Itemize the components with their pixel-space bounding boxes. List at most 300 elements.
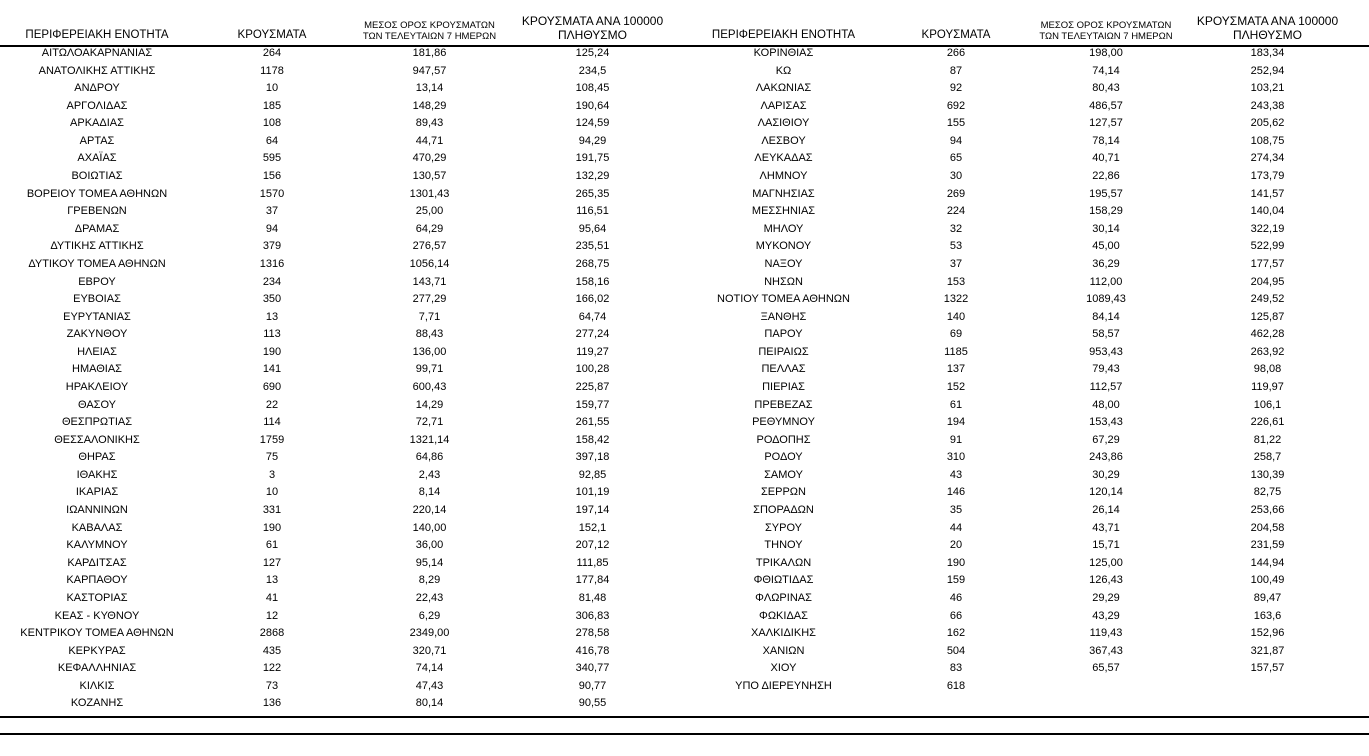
per100k-cell: 111,85: [576, 556, 609, 569]
table-row: [2, 326, 678, 344]
per100k-column-header: [507, 0, 678, 45]
cases-cell: 94: [949, 134, 963, 147]
per100k-cell: 252,94: [1250, 64, 1285, 77]
region-name-cell: ΚΕΡΚΥΡΑΣ: [68, 644, 126, 657]
avg7-cell: 25,00: [415, 205, 444, 218]
cases-cell: 122: [262, 662, 282, 675]
per100k-cell: 159,77: [575, 398, 610, 411]
region-name-cell: ΘΗΡΑΣ: [78, 451, 116, 464]
avg7-cell: 276,57: [412, 240, 447, 253]
region-name-cell: ΑΝΑΤΟΛΙΚΗΣ ΑΤΤΙΚΗΣ: [38, 64, 156, 77]
per100k-cell: 108,45: [575, 82, 610, 95]
cases-column-header: [881, 0, 1031, 45]
table-row: [2, 133, 678, 151]
avg7-cell: 367,43: [1089, 644, 1123, 657]
region-name-cell: ΦΩΚΙΔΑΣ: [759, 609, 808, 622]
table-row: [2, 537, 678, 555]
avg7-cell: 119,43: [1089, 627, 1123, 640]
cases-cell: 13: [265, 574, 279, 587]
per100k-cell: 116,51: [576, 205, 609, 218]
avg7-cell: 48,00: [1092, 398, 1120, 411]
table-row: [2, 203, 678, 221]
avg7-cell: 44,71: [415, 134, 444, 147]
cases-cell: 224: [946, 205, 966, 218]
table-row: [2, 344, 678, 362]
table-row: [2, 238, 678, 256]
table-row: [686, 98, 1354, 116]
per100k-cell: 144,94: [1250, 556, 1285, 569]
bottom-divider-2: [0, 733, 1369, 735]
per100k-cell: 274,34: [1250, 152, 1285, 165]
region-name-cell: ΜΑΓΝΗΣΙΑΣ: [752, 187, 815, 200]
region-name-cell: ΘΑΣΟΥ: [77, 398, 117, 411]
avg7-cell: 30,14: [1092, 222, 1120, 235]
region-name-cell: ΚΕΑΣ - ΚΥΘΝΟΥ: [54, 609, 140, 622]
region-name-cell: ΑΡΓΟΛΙΔΑΣ: [66, 99, 128, 112]
region-name-cell: ΒΟΡΕΙΟΥ ΤΟΜΕΑ ΑΘΗΝΩΝ: [26, 187, 168, 200]
table-row: [2, 520, 678, 538]
region-name-cell: ΠΙΕΡΙΑΣ: [762, 380, 805, 393]
region-name-cell: ΣΠΟΡΑΔΩΝ: [753, 504, 814, 517]
left-table-header: [2, 0, 678, 45]
region-name-cell: ΜΕΣΣΗΝΙΑΣ: [751, 205, 816, 218]
avg7-cell: 953,43: [1089, 345, 1123, 358]
region-name-cell: ΡΟΔΟΥ: [764, 451, 803, 464]
avg7-cell: 22,86: [1092, 170, 1120, 183]
per100k-cell: 340,77: [575, 662, 610, 675]
avg7-cell: 72,71: [415, 416, 444, 429]
cases-cell: 310: [946, 451, 966, 464]
cases-cell: 65: [949, 152, 963, 165]
region-name-cell: ΚΟΡΙΝΘΙΑΣ: [753, 47, 814, 59]
per100k-cell: 268,75: [575, 257, 610, 270]
cases-column-header: [192, 0, 352, 45]
cases-header-label: ΚΡΟΥΣΜΑΤΑ: [237, 29, 307, 41]
table-row: [686, 502, 1354, 520]
per100k-cell: 322,19: [1250, 222, 1285, 235]
region-name-cell: ΦΘΙΩΤΙΔΑΣ: [753, 574, 814, 587]
cases-cell: 61: [949, 398, 963, 411]
table-row: [2, 291, 678, 309]
cases-cell: 69: [949, 328, 963, 341]
cases-cell: 156: [262, 170, 282, 183]
region-name-cell: ΗΛΕΙΑΣ: [77, 345, 117, 358]
per100k-cell: 163,6: [1253, 609, 1282, 622]
avg7-cell: 195,57: [1089, 187, 1123, 200]
per100k-cell: 261,55: [575, 416, 610, 429]
per100k-cell: 416,78: [575, 644, 610, 657]
region-name-cell: ΠΑΡΟΥ: [764, 328, 803, 341]
table-row: [2, 467, 678, 485]
avg7-cell: 43,29: [1092, 609, 1120, 622]
cases-cell: 137: [946, 363, 966, 376]
cases-cell: 13: [265, 310, 279, 323]
avg7-header-line1: ΜΕΣΟΣ ΟΡΟΣ ΚΡΟΥΣΜΑΤΩΝ: [364, 20, 495, 31]
table-row: [686, 203, 1354, 221]
cases-cell: 190: [262, 521, 282, 534]
per100k-cell: 141,57: [1250, 187, 1285, 200]
region-name-cell: ΤΗΝΟΥ: [764, 539, 803, 552]
avg7-cell: 26,14: [1092, 504, 1120, 517]
per100k-cell: 321,87: [1250, 644, 1285, 657]
avg7-cell: 36,00: [415, 539, 444, 552]
avg7-cell: 7,71: [418, 310, 441, 323]
per100k-cell: 231,59: [1250, 539, 1285, 552]
cases-cell: 10: [265, 82, 279, 95]
per100k-cell: 278,58: [575, 627, 610, 640]
cases-cell: 595: [262, 152, 282, 165]
cases-cell: 1759: [259, 433, 285, 446]
region-name-cell: ΝΗΣΩΝ: [764, 275, 803, 288]
table-row: [686, 256, 1354, 274]
per100k-cell: 125,87: [1250, 310, 1285, 323]
cases-cell: 266: [946, 47, 966, 59]
cases-cell: 83: [949, 662, 963, 675]
table-row: [686, 238, 1354, 256]
table-row: [686, 150, 1354, 168]
region-name-cell: ΑΧΑΪΑΣ: [77, 152, 117, 165]
table-row: [2, 432, 678, 450]
cases-cell: 692: [946, 99, 966, 112]
avg7-cell: 29,29: [1092, 591, 1120, 604]
per100k-cell: 124,59: [575, 117, 610, 130]
table-row: [686, 484, 1354, 502]
avg7-cell: 74,14: [415, 662, 444, 675]
region-name-cell: ΣΑΜΟΥ: [764, 468, 803, 481]
avg7-cell: 127,57: [1089, 117, 1123, 130]
region-name-cell: ΚΙΛΚΙΣ: [79, 679, 115, 692]
per100k-cell: 183,34: [1250, 47, 1285, 59]
cases-cell: 190: [946, 556, 966, 569]
per100k-cell: 158,42: [575, 433, 610, 446]
table-row: [2, 361, 678, 379]
avg7-cell: 8,14: [418, 486, 441, 499]
per100k-cell: 119,27: [576, 345, 609, 358]
region-name-cell: ΣΥΡΟΥ: [764, 521, 802, 534]
avg7-cell: 64,86: [415, 451, 444, 464]
cases-cell: 37: [949, 257, 963, 270]
region-name-cell: ΤΡΙΚΑΛΩΝ: [755, 556, 812, 569]
avg7-cell: 80,14: [415, 697, 444, 710]
table-row: [686, 643, 1354, 661]
cases-cell: 37: [265, 205, 279, 218]
region-name-cell: ΝΑΞΟΥ: [764, 257, 803, 270]
per100k-cell: 100,49: [1250, 574, 1285, 587]
cases-cell: 162: [946, 627, 966, 640]
avg7-header-line2: ΤΩΝ ΤΕΛΕΥΤΑΙΩΝ 7 ΗΜΕΡΩΝ: [1039, 31, 1173, 42]
avg7-cell: 84,14: [1092, 310, 1120, 323]
region-column-header: [686, 0, 881, 45]
per100k-cell: 177,57: [1250, 257, 1285, 270]
cases-cell: 194: [946, 416, 966, 429]
region-name-cell: ΚΕΝΤΡΙΚΟΥ ΤΟΜΕΑ ΑΘΗΝΩΝ: [20, 627, 174, 640]
per100k-cell: 265,35: [575, 187, 610, 200]
per100k-cell: 101,19: [575, 486, 610, 499]
cases-cell: 43: [949, 468, 963, 481]
cases-cell: 41: [265, 591, 279, 604]
table-row: [686, 80, 1354, 98]
region-name-cell: ΜΗΛΟΥ: [763, 222, 804, 235]
region-name-cell: ΜΥΚΟΝΟΥ: [755, 240, 812, 253]
table-row: [2, 63, 678, 81]
per100k-cell: [1181, 678, 1354, 696]
per100k-cell: 81,48: [578, 591, 607, 604]
per100k-cell: 277,24: [575, 328, 610, 341]
region-name-cell: ΚΑΡΔΙΤΣΑΣ: [67, 556, 127, 569]
per100k-cell: 152,1: [578, 521, 607, 534]
cases-cell: 2868: [259, 627, 285, 640]
per100k-cell: 204,58: [1250, 521, 1285, 534]
bottom-divider-1: [0, 716, 1369, 718]
table-row: [686, 397, 1354, 415]
cases-cell: 618: [946, 679, 966, 692]
table-row: [2, 660, 678, 678]
region-header-label: ΠΕΡΙΦΕΡΕΙΑΚΗ ΕΝΟΤΗΤΑ: [25, 29, 169, 41]
avg7-cell: 95,14: [415, 556, 444, 569]
per100k-cell: 119,97: [1251, 380, 1284, 393]
table-row: [2, 414, 678, 432]
avg7-cell: 88,43: [415, 328, 444, 341]
per100k-cell: 64,74: [578, 310, 607, 323]
avg7-cell: 58,57: [1092, 328, 1120, 341]
per100k-cell: 177,84: [575, 574, 610, 587]
table-row: [2, 678, 678, 696]
avg7-cell: 320,71: [412, 644, 447, 657]
right-table-body: [686, 45, 1354, 695]
cases-cell: 3: [268, 468, 276, 481]
avg7-cell: 2349,00: [409, 627, 450, 640]
cases-cell: 152: [946, 380, 966, 393]
table-row: [2, 221, 678, 239]
table-row: [686, 555, 1354, 573]
cases-cell: 146: [946, 486, 966, 499]
cases-cell: 20: [949, 539, 963, 552]
per100k-cell: 204,95: [1250, 275, 1285, 288]
avg7-cell: 67,29: [1092, 433, 1120, 446]
cases-cell: 136: [262, 697, 282, 710]
cases-cell: 155: [946, 117, 966, 130]
cases-cell: 92: [949, 82, 963, 95]
header-row: [686, 0, 1354, 45]
table-row: [686, 520, 1354, 538]
per100k-cell: 90,55: [578, 697, 607, 710]
per100k-cell: 226,61: [1250, 416, 1285, 429]
cases-cell: 91: [949, 433, 963, 446]
region-name-cell: ΑΡΤΑΣ: [79, 134, 115, 147]
region-name-cell: ΕΥΒΟΙΑΣ: [73, 293, 121, 306]
avg7-cell: 64,29: [415, 222, 444, 235]
avg7-cell: 143,71: [412, 275, 447, 288]
region-name-cell: ΧΙΟΥ: [770, 662, 797, 675]
cases-cell: 1316: [259, 257, 285, 270]
avg7-cell: 181,86: [412, 47, 447, 59]
cases-cell: 32: [949, 222, 963, 235]
per100k-cell: 130,39: [1250, 468, 1285, 481]
avg7-cell: 13,14: [415, 82, 444, 95]
avg7-cell: 130,57: [412, 170, 447, 183]
region-name-cell: ΘΕΣΠΡΩΤΙΑΣ: [61, 416, 133, 429]
per100k-header-line2: ΠΛΗΘΥΣΜΟ: [1232, 27, 1303, 42]
table-row: [2, 115, 678, 133]
table-row: [686, 449, 1354, 467]
table-row: [686, 379, 1354, 397]
per100k-cell: 100,28: [575, 363, 610, 376]
table-row: [2, 695, 678, 713]
avg7-cell: 220,14: [412, 504, 447, 517]
table-row: [2, 484, 678, 502]
header-row: [2, 0, 678, 45]
table-row: [2, 572, 678, 590]
region-name-cell: ΚΑΡΠΑΘΟΥ: [66, 574, 128, 587]
per100k-cell: 249,52: [1250, 293, 1285, 306]
per100k-cell: 89,47: [1253, 591, 1282, 604]
table-row: [686, 660, 1354, 678]
per100k-cell: 106,1: [1253, 398, 1282, 411]
table-row: [686, 625, 1354, 643]
avg7-cell: 112,57: [1089, 380, 1123, 393]
cases-cell: 1322: [943, 293, 969, 306]
per100k-cell: 152,96: [1250, 627, 1285, 640]
avg7-cell: 74,14: [1092, 64, 1120, 77]
per100k-cell: 98,08: [1253, 363, 1282, 376]
region-header-label: ΠΕΡΙΦΕΡΕΙΑΚΗ ΕΝΟΤΗΤΑ: [711, 29, 856, 41]
cases-header-label: ΚΡΟΥΣΜΑΤΑ: [921, 29, 991, 41]
cases-cell: 73: [265, 679, 279, 692]
right-table-header: [686, 0, 1354, 45]
avg7-cell: 1321,14: [409, 433, 450, 446]
avg7-cell: 99,71: [415, 363, 444, 376]
cases-cell: 141: [262, 363, 282, 376]
table-row: [686, 608, 1354, 626]
cases-cell: 10: [265, 486, 279, 499]
table-row: [2, 45, 678, 63]
cases-cell: 44: [949, 521, 963, 534]
cases-cell: 185: [262, 99, 282, 112]
per100k-cell: 140,04: [1250, 205, 1285, 218]
cases-cell: 35: [949, 504, 963, 517]
avg7-cell: 89,43: [415, 117, 444, 130]
avg7-cell: 2,43: [418, 468, 441, 481]
region-name-cell: ΑΡΚΑΔΙΑΣ: [70, 117, 124, 130]
per100k-cell: 82,75: [1253, 486, 1282, 499]
table-row: [2, 80, 678, 98]
table-row: [2, 186, 678, 204]
avg7-cell: 470,29: [412, 152, 447, 165]
per100k-cell: 90,77: [578, 679, 607, 692]
table-row: [686, 326, 1354, 344]
table-row: [2, 643, 678, 661]
avg7-cell: 158,29: [1089, 205, 1123, 218]
cases-cell: 61: [265, 539, 279, 552]
avg7-cell: 22,43: [415, 591, 444, 604]
per100k-cell: 235,51: [575, 240, 610, 253]
avg7-cell: 45,00: [1092, 240, 1120, 253]
cases-cell: 379: [262, 240, 282, 253]
cases-cell: 1178: [260, 64, 284, 77]
table-row: [686, 344, 1354, 362]
region-name-cell: ΛΑΡΙΣΑΣ: [760, 99, 807, 112]
cases-cell: 159: [946, 574, 966, 587]
table-row: [2, 98, 678, 116]
per100k-cell: 397,18: [575, 451, 610, 464]
region-name-cell: ΔΥΤΙΚΗΣ ΑΤΤΙΚΗΣ: [50, 240, 144, 253]
cases-cell: 53: [949, 240, 963, 253]
table-row: [686, 115, 1354, 133]
table-row: [686, 537, 1354, 555]
avg7-cell: 1089,43: [1086, 293, 1126, 306]
avg7-cell: 198,00: [1089, 47, 1123, 59]
avg7-cell: 1056,14: [409, 257, 450, 270]
avg7-cell: 78,14: [1092, 134, 1120, 147]
cases-cell: 435: [262, 644, 282, 657]
table-row: [2, 379, 678, 397]
avg7-cell: 40,71: [1092, 152, 1120, 165]
cases-cell: 504: [946, 644, 966, 657]
per100k-cell: 243,38: [1250, 99, 1285, 112]
cases-cell: 12: [265, 609, 279, 622]
region-name-cell: ΛΑΚΩΝΙΑΣ: [755, 82, 812, 95]
avg7-cell: 486,57: [1089, 99, 1123, 112]
table-row: [2, 274, 678, 292]
avg7-cell: 277,29: [412, 293, 447, 306]
cases-cell: 190: [262, 345, 282, 358]
table-row: [2, 608, 678, 626]
region-name-cell: ΗΜΑΘΙΑΣ: [72, 363, 122, 376]
per100k-cell: 190,64: [575, 99, 610, 112]
per100k-cell: 207,12: [575, 539, 610, 552]
avg7-cell: 6,29: [418, 609, 441, 622]
avg7-cell: 600,43: [412, 380, 447, 393]
left-regional-table: [2, 0, 678, 713]
avg7-cell: 43,71: [1092, 521, 1120, 534]
avg7-cell: 112,00: [1089, 275, 1123, 288]
cases-cell: 1185: [944, 345, 968, 358]
table-row: [2, 555, 678, 573]
cases-cell: 64: [265, 134, 279, 147]
region-name-cell: ΧΑΛΚΙΔΙΚΗΣ: [751, 627, 816, 640]
table-row: [2, 449, 678, 467]
avg7-cell: 47,43: [415, 679, 444, 692]
region-name-cell: ΛΗΜΝΟΥ: [759, 170, 808, 183]
avg7-cell: 947,57: [412, 64, 447, 77]
region-name-cell: ΚΩ: [775, 64, 792, 77]
per100k-cell: 157,57: [1250, 662, 1285, 675]
per100k-cell: 462,28: [1250, 328, 1285, 341]
table-row: [686, 186, 1354, 204]
region-name-cell: ΠΕΛΛΑΣ: [761, 363, 806, 376]
cases-cell: 350: [262, 293, 282, 306]
avg7-cell: 36,29: [1092, 257, 1120, 270]
region-name-cell: ΙΚΑΡΙΑΣ: [75, 486, 119, 499]
region-name-cell: ΡΟΔΟΠΗΣ: [756, 433, 811, 446]
per100k-cell: 234,5: [578, 64, 607, 77]
region-name-cell: ΙΘΑΚΗΣ: [76, 468, 118, 481]
region-name-cell: ΛΑΣΙΘΙΟΥ: [757, 117, 810, 130]
per100k-cell: 205,62: [1250, 117, 1285, 130]
per100k-cell: 125,24: [575, 47, 610, 59]
table-row: [2, 397, 678, 415]
per100k-cell: 108,75: [1250, 134, 1285, 147]
table-row: [686, 221, 1354, 239]
cases-cell: 331: [262, 504, 282, 517]
table-row: [686, 467, 1354, 485]
avg7-cell: [1031, 678, 1181, 696]
region-name-cell: ΠΕΙΡΑΙΩΣ: [758, 345, 809, 358]
region-name-cell: ΓΡΕΒΕΝΩΝ: [67, 205, 127, 218]
cases-cell: 690: [262, 380, 282, 393]
table-row: [686, 414, 1354, 432]
table-row: [686, 432, 1354, 450]
